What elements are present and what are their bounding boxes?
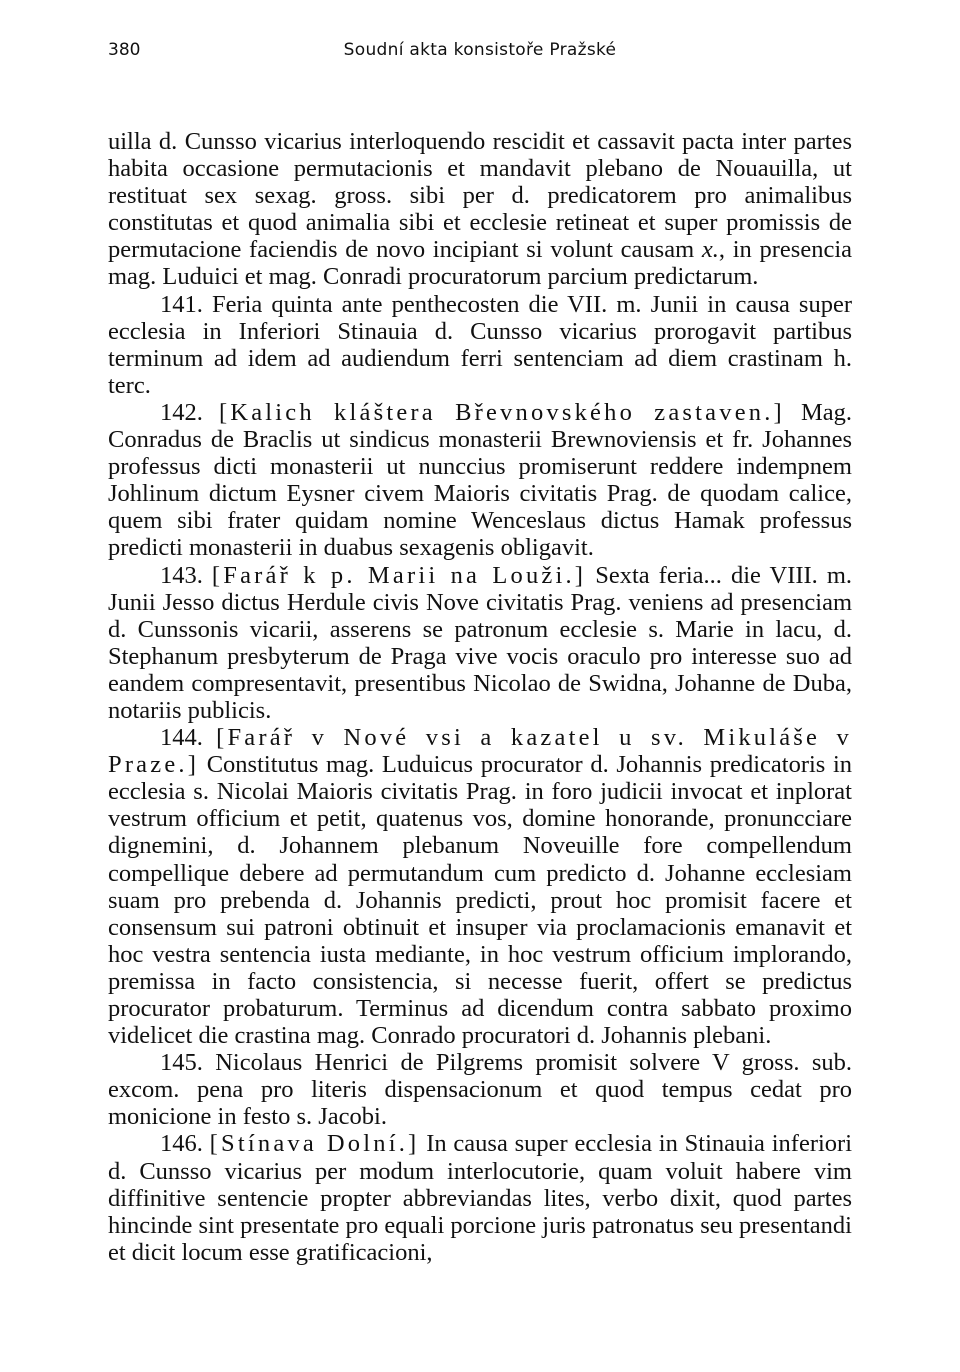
paragraph-text: , in presencia mag. Luduici et mag. Conradi procuratorum parcium predictarum. bbox=[108, 236, 852, 291]
entry-heading: [Kalich kláštera Břevnovského zastaven.] bbox=[218, 398, 785, 426]
entry-number: 143. bbox=[160, 561, 203, 589]
entry-heading: [Stínava Dolní.] bbox=[209, 1130, 420, 1158]
paragraph-continuation bbox=[108, 128, 852, 291]
abbreviation-mark: x. bbox=[701, 236, 719, 264]
entry-text: Sexta feria... die VIII. m. Junii Jesso dictus Herdule civis Nove civitatis Prag. veniens ad presenciam d. Cunssonis vicarii, asserens se patronum ecclesie s. Marie in lacu, d. Stephanum presbyterum de Praga vive vocis oraculo pro interesse suo ad eandem compresentavit, presentibus Nicolao de Swidna, Johanne de Duba, notariis publicis. bbox=[108, 561, 853, 724]
entry-142 bbox=[108, 399, 852, 562]
entry-145 bbox=[108, 1049, 852, 1130]
page-header bbox=[108, 40, 852, 80]
entry-144 bbox=[108, 724, 852, 1049]
entry-heading: [Farář v Nové vsi a kazatel u sv. Mikuláše v Praze.] bbox=[108, 724, 852, 779]
document-body bbox=[108, 128, 852, 1266]
entry-141 bbox=[108, 291, 852, 399]
running-title: Soudní akta konsistoře Pražské bbox=[343, 40, 617, 60]
entry-heading: [Farář k p. Marii na Louži.] bbox=[211, 561, 587, 589]
entry-number: 141. bbox=[160, 290, 203, 318]
entry-text: Feria quinta ante penthecosten die VII. m. Junii in causa super ecclesia in Inferiori Stinauia d. Cunsso vicarius prorogavit partibus terminum ad idem ad audiendum ferri sentenciam ad diem crastinam h. terc. bbox=[108, 290, 852, 399]
entry-number: 142. bbox=[160, 398, 203, 426]
entry-number: 144. bbox=[160, 724, 203, 752]
entry-text: Mag. Conradus de Braclis ut sindicus monasterii Brewnoviensis et fr. Johannes professus dicti monasterii ut nunccius promiserunt reddere indempnem Johlinum dictum Eysner civem Maioris civitatis Prag. de quodam calice, quem sibi frater quidam nomine Wenceslaus dictus Hamak professus predicti monasterii in duabus sexagenis obligavit. bbox=[108, 398, 853, 562]
entry-number: 146. bbox=[160, 1130, 203, 1158]
entry-text: Nicolaus Henrici de Pilgrems promisit solvere V gross. sub. excom. pena pro literis dispensacionum et quod tempus cedat pro monicione in festo s. Jacobi. bbox=[108, 1049, 852, 1131]
entry-143 bbox=[108, 562, 852, 725]
entry-number: 145. bbox=[160, 1049, 203, 1077]
entry-146 bbox=[108, 1130, 852, 1265]
entry-text: Constitutus mag. Luduicus procurator d. Johannis predicatoris in ecclesia s. Nicolai Maioris civitatis Prag. in foro judicii invocat et inplorat vestrum officium et petit, quatenus vos, domine honorande, pronuncciare dignemini, d. Johannem plebanum Noveuille fore compellendum compellique debere ad permutandum cum predicto d. Johanne ecclesiam suam pro prebenda d. Johannis predicti, prout hoc promisit facere et consensum sui patroni obtinuit et insuper via proclamacionis emanavit et hoc vestra sentencia iusta mediante, in hoc vestrum officium implorando, premissa in facto consistencia, si necesse fuerit, offert se predictus procurator probaturum. Terminus ad dicendum contra sabbato proximo videlicet die crastina mag. Conrado procuratori d. Johannis plebani. bbox=[108, 751, 853, 1050]
paragraph-text: uilla d. Cunsso vicarius interloquendo rescidit et cassavit pacta inter partes habita occasione permutacionis et mandavit plebano de Nouauilla, ut restituat sex sexag. gross. sibi per d. predicatorem pro animalibus constitutas et quod animalia sibi et ecclesie retineat et super promissis de permutacione faciendis de novo incipiant si volunt causam bbox=[108, 128, 852, 264]
page-number: 380 bbox=[108, 40, 141, 60]
entry-text: In causa super ecclesia in Stinauia inferiori d. Cunsso vicarius per modum interlocutorie, quam voluit habere vim diffinitive sentencie propter abbreviandas lites, verbo dixit, quod partes hincinde sint presentate pro equali porcione juris patronatus seu presentandi et dicit locum esse gratificacioni, bbox=[108, 1130, 852, 1266]
